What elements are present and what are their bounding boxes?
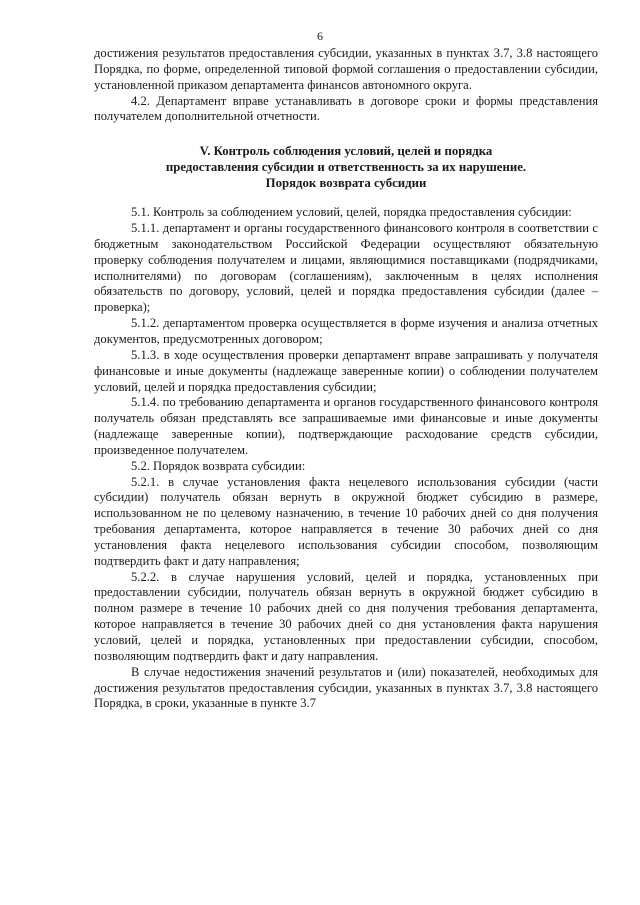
- paragraph-5-2-1: 5.2.1. в случае установления факта нецелевого использования субсидии (части субсидии) получатель обязан вернуть в окружной бюджет субсидию в размере, использованном не по целевому назначению, в течение 10 рабочих дней со дня получения требования департамента, которое направляется в течение 30 рабочих дней со дня установления факта нецелевого использования субсидии способом, позволяющим подтвердить факт и дату направления;: [94, 474, 598, 568]
- paragraph-5-1-3: 5.1.3. в ходе осуществления проверки департамент вправе запрашивать у получателя финансовые и иные документы (надлежаще заверенные копии) о соблюдении получателем условий, целей и порядка предоставления субсидии;: [94, 347, 598, 394]
- paragraph-5-1-1: 5.1.1. департамент и органы государственного финансового контроля в соответствии с бюджетным законодательством Российской Федерации осуществляют обязательную проверку соблюдения получателем и лицами, являющимися поставщиками (подрядчиками, исполнителями) по договорам (соглашениям), заключенным в целях исполнения обязательств по договору, условий, целей и порядка предоставления субсидии (далее – проверка);: [94, 221, 598, 315]
- paragraph-5-1-2: 5.1.2. департаментом проверка осуществляется в форме изучения и анализа отчетных документов, предусмотренных договором;: [94, 316, 598, 346]
- section-heading-line-1: V. Контроль соблюдения условий, целей и порядка: [199, 144, 493, 159]
- page-number: 6: [317, 29, 323, 43]
- paragraph-5-2: 5.2. Порядок возврата субсидии:: [131, 458, 306, 473]
- paragraph-5-1: 5.1. Контроль за соблюдением условий, целей, порядка предоставления субсидии:: [131, 205, 572, 220]
- section-heading: [94, 143, 598, 191]
- section-heading-line-2: предоставления субсидии и ответственность за их нарушение.: [165, 160, 527, 175]
- section-heading-line-3: Порядок возврата субсидии: [265, 176, 427, 191]
- paragraph-non-achievement: В случае недостижения значений результатов и (или) показателей, необходимых для достижения результатов предоставления субсидии, указанных в пунктах 3.7, 3.8 настоящего Порядка, в сроки, указанные в пункте 3.7: [94, 664, 598, 711]
- paragraph-4-2: 4.2. Департамент вправе устанавливать в договоре сроки и формы представления получателем дополнительной отчетности.: [94, 93, 598, 124]
- paragraph-5-1-4: 5.1.4. по требованию департамента и органов государственного финансового контроля получатель обязан представлять все запрашиваемые ими финансовые и иные документы (надлежаще заверенные копии), подтверждающие расходование средств субсидии, произведенное получателем.: [94, 395, 598, 457]
- document-body: [94, 46, 598, 712]
- paragraph-continuation: достижения результатов предоставления субсидии, указанных в пунктах 3.7, 3.8 настоящего Порядка, по форме, определенной типовой формой соглашения о предоставлении субсидии, установленной приказом департамента финансов автономного округа.: [94, 46, 598, 92]
- paragraph-5-2-2: 5.2.2. в случае нарушения условий, целей и порядка, установленных при предоставлении субсидии, получатель обязан вернуть в окружной бюджет субсидию в полном размере в течение 10 рабочих дней со дня получения требования департамента, которое направляется в течение 30 рабочих дней со дня установления факта нарушения условий, целей и порядка, установленных при предоставлении субсидии, способом, позволяющим подтвердить факт и дату направления.: [94, 569, 598, 663]
